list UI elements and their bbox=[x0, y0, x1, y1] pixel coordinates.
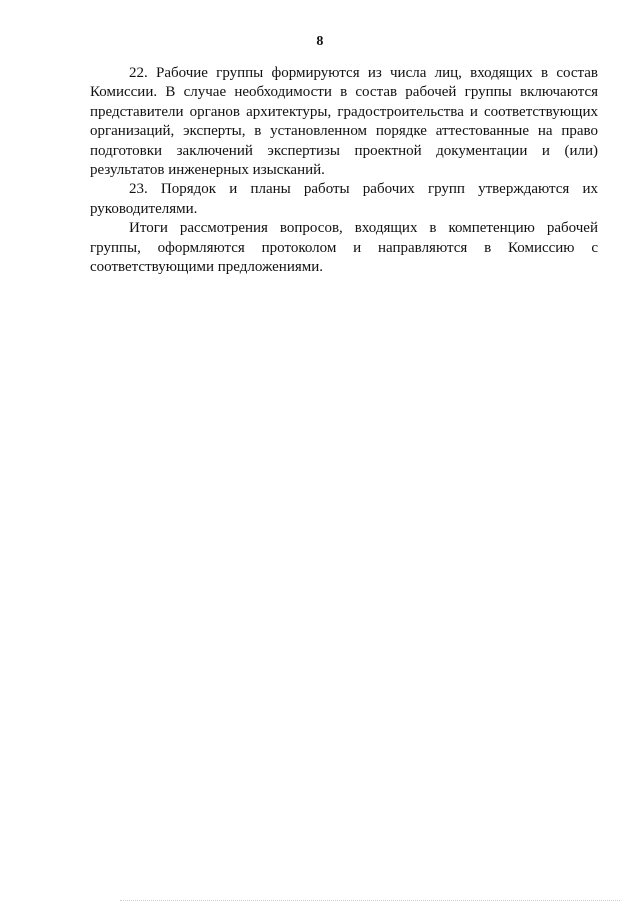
paragraph-results: Итоги рассмотрения вопросов, входящих в компетенцию рабочей группы, оформляются протоколом и направляются в Комиссию с соответствующими предложениями. bbox=[90, 220, 598, 276]
scan-edge-line bbox=[120, 900, 620, 901]
page-number: 8 bbox=[316, 34, 324, 49]
document-body bbox=[90, 64, 598, 277]
paragraph-22: 22. Рабочие группы формируются из числа лиц, входящих в состав Комиссии. В случае необходимости в состав рабочей группы включаются представители органов архитектуры, градостроительства и соответствующих организаций, эксперты, в установленном порядке аттестованные на право подготовки заключений экспертизы проектной документации и (или) результатов инженерных изысканий. bbox=[90, 65, 598, 179]
paragraph-23: 23. Порядок и планы работы рабочих групп утверждаются их руководителями. bbox=[90, 181, 598, 217]
